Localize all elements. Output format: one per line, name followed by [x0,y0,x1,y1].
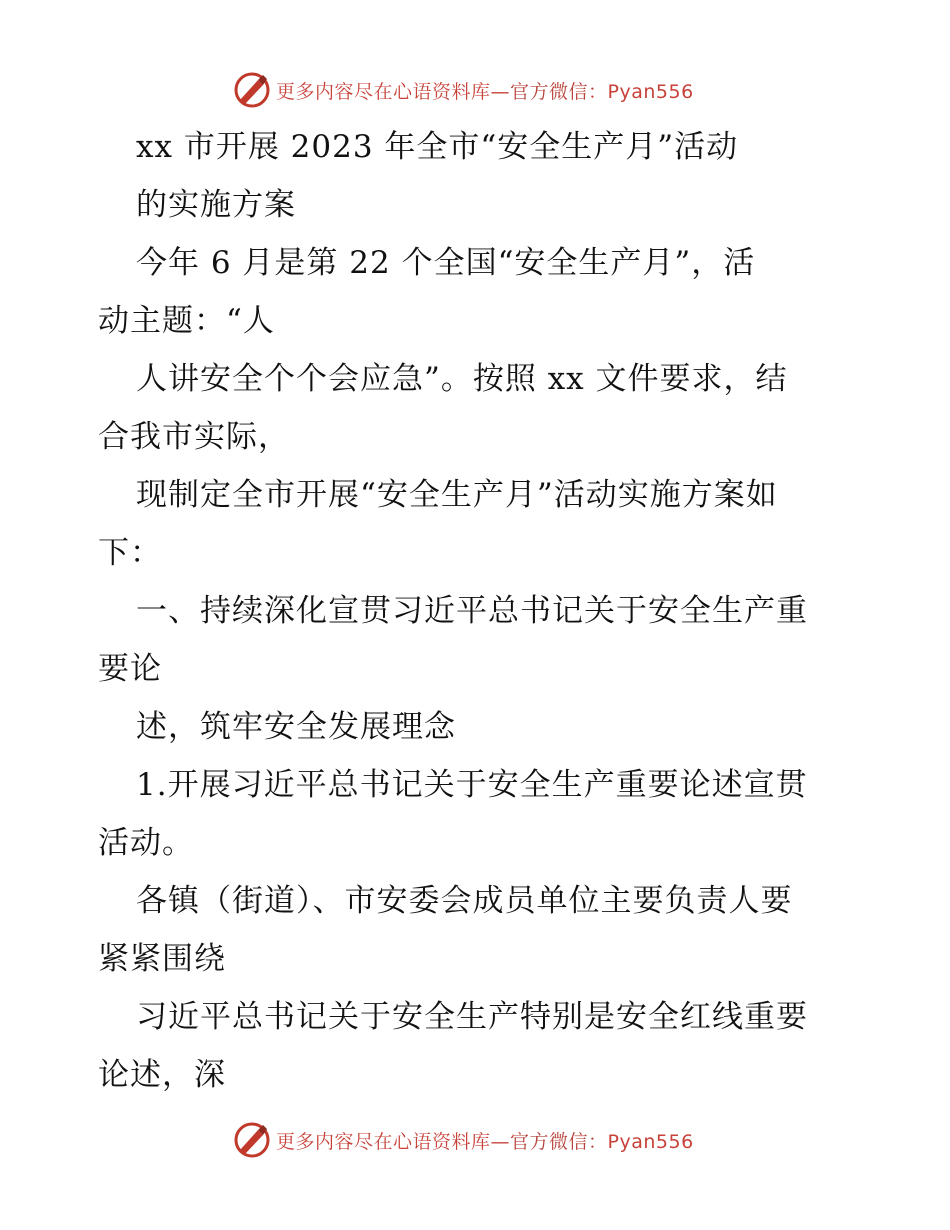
text-line: xx 市开展 2023 年全市“安全生产月”活动 [136,129,739,165]
text-line: 一、持续深化宣贯习近平总书记关于安全生产重 [136,593,808,629]
text-line: 各镇（街道）、市安委会成员单位主要负责人要 [136,883,793,919]
text-line: 活动。 [98,825,194,861]
text-line: 紧紧围绕 [98,941,226,977]
banner-wechat-label: 官方微信： [510,80,608,103]
banner-dash: — [490,1130,511,1153]
text-line: 要论 [98,651,162,687]
banner-site-text: 更多内容尽在心语资料库 [276,1130,491,1153]
text-line: 的实施方案 [136,187,296,223]
text-line: 论述，深 [98,1057,226,1093]
footer-watermark-banner [232,1118,792,1162]
banner-site-text: 更多内容尽在心语资料库 [276,80,491,103]
text-line: 现制定全市开展“安全生产月”活动实施方案如 [136,477,778,513]
text-line: 今年 6 月是第 22 个全国“安全生产月”，活 [136,245,756,281]
text-line: 1.开展习近平总书记关于安全生产重要论述宣贯 [136,767,808,803]
banner-wechat-label: 官方微信： [510,1130,608,1153]
banner-wechat-id: Pyan556 [607,80,694,103]
document-body [98,118,858,1104]
text-line: 动主题：“人 [98,303,275,339]
text-line: 人讲安全个个会应急”。按照 xx 文件要求，结 [136,361,788,397]
banner-wechat-id: Pyan556 [607,1130,694,1153]
text-line: 述，筑牢安全发展理念 [136,709,456,745]
header-watermark-banner [232,68,792,112]
banner-text [276,77,694,104]
text-line: 合我市实际， [98,419,290,455]
banner-dash: — [490,80,511,103]
pen-logo-icon [232,1120,272,1160]
text-line: 下： [98,535,162,571]
pen-logo-icon [232,70,272,110]
banner-text [276,1127,694,1154]
text-line: 习近平总书记关于安全生产特别是安全红线重要 [136,999,808,1035]
